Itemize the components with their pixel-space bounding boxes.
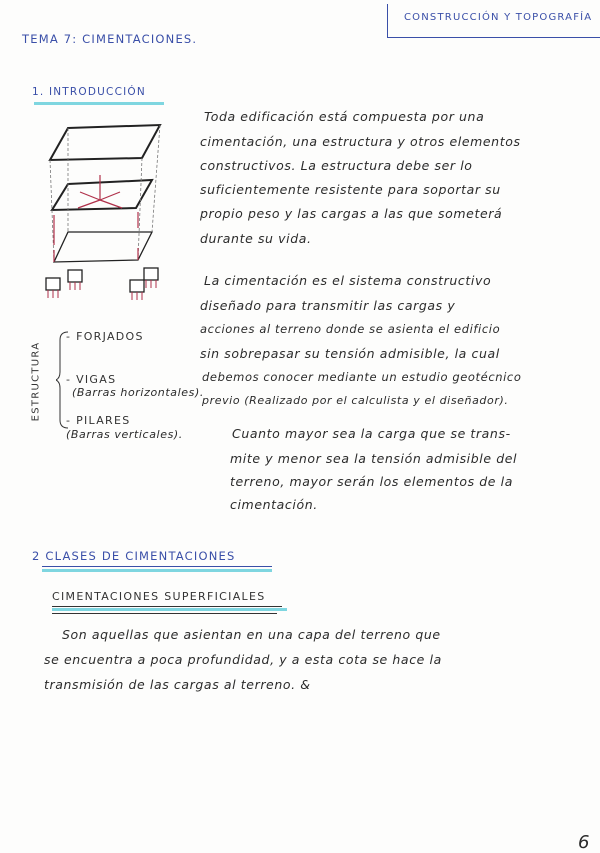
header-box-vertical-line xyxy=(387,4,388,38)
section2-highlight xyxy=(42,569,272,572)
text-line: debemos conocer mediante un estudio geotécnico xyxy=(202,370,522,384)
section2-heading: 2 CLASES DE CIMENTACIONES xyxy=(32,549,236,563)
text-line: cimentación, una estructura y otros elementos xyxy=(200,134,521,149)
section2-underline xyxy=(42,566,272,567)
building-structure-diagram xyxy=(40,120,180,300)
structure-item-pilares: - PILARES xyxy=(66,414,131,427)
text-line: suficientemente resistente para soportar su xyxy=(200,182,501,197)
structure-note-vigas: (Barras horizontales). xyxy=(72,386,204,399)
text-line: terreno, mayor serán los elementos de la xyxy=(230,474,513,489)
text-line: Son aquellas que asientan en una capa del terreno que xyxy=(62,627,441,642)
text-line: previo (Realizado por el calculista y el diseñador). xyxy=(202,394,509,407)
subsection-underline xyxy=(52,606,282,607)
header-box-bottom-line xyxy=(387,37,600,38)
section1-highlight xyxy=(34,102,164,105)
subject-label: CONSTRUCCIÓN Y TOPOGRAFÍA xyxy=(404,12,593,23)
topic-title-squiggle xyxy=(22,49,46,52)
structure-note-pilares: (Barras verticales). xyxy=(66,428,183,441)
text-line: Cuanto mayor sea la carga que se trans- xyxy=(232,426,511,441)
text-line: transmisión de las cargas al terreno. & xyxy=(44,677,311,692)
text-line: durante su vida. xyxy=(200,231,312,246)
structure-item-forjados: - FORJADOS xyxy=(66,330,144,343)
subsection-heading: CIMENTACIONES SUPERFICIALES xyxy=(52,590,266,603)
topic-title: TEMA 7: CIMENTACIONES. xyxy=(22,32,198,46)
text-line: acciones al terreno donde se asienta el edificio xyxy=(200,322,501,336)
text-line: cimentación. xyxy=(230,497,318,512)
text-line: constructivos. La estructura debe ser lo xyxy=(200,158,473,173)
structure-item-vigas: - VIGAS xyxy=(66,373,117,386)
text-line: se encuentra a poca profundidad, y a esta cota se hace la xyxy=(44,652,442,667)
text-line: Toda edificación está compuesta por una xyxy=(204,109,485,124)
structure-label: ESTRUCTURA xyxy=(30,341,42,422)
text-line: La cimentación es el sistema constructivo xyxy=(204,273,492,288)
text-line: propio peso y las cargas a las que someterá xyxy=(200,206,503,221)
subsection-highlight xyxy=(52,608,287,611)
text-line: mite y menor sea la tensión admisible del xyxy=(230,451,518,466)
section1-heading: 1. INTRODUCCIÓN xyxy=(32,86,146,98)
subsection-underline-2 xyxy=(52,613,277,614)
text-line: diseñado para transmitir las cargas y xyxy=(200,298,456,313)
text-line: sin sobrepasar su tensión admisible, la cual xyxy=(200,346,500,361)
page-number: 6 xyxy=(578,832,591,853)
